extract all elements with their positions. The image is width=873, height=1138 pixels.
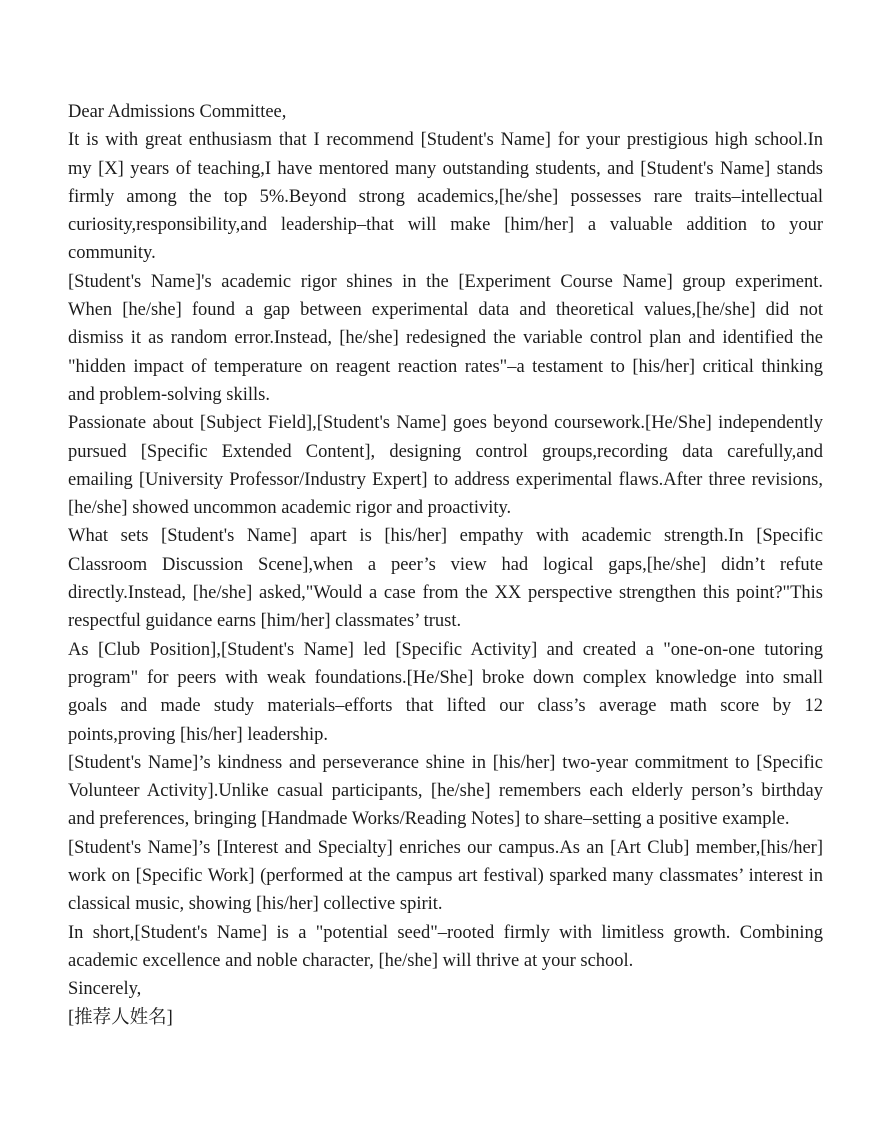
letter-line: program" for peers with weak foundations.[He/She] broke down complex knowledge into small — [68, 667, 823, 688]
letter-paragraph — [68, 126, 823, 267]
letter-line: goals and made study materials–efforts that lifted our class’s average math score by 12 — [68, 696, 823, 717]
signature: [推荐人姓名] — [68, 1007, 173, 1028]
letter-line: classical music, showing [his/her] collective spirit. — [68, 894, 443, 915]
letter-paragraph — [68, 749, 823, 834]
letter-line: [Student's Name]’s kindness and perseverance shine in [his/her] two-year commitment to [Specific — [68, 752, 823, 773]
letter-line: emailing [University Professor/Industry Expert] to address experimental flaws.After three revisions, — [68, 469, 823, 490]
letter-line: directly.Instead, [he/she] asked,"Would a case from the XX perspective strengthen this point?"This — [68, 583, 823, 604]
letter-line: dismiss it as random error.Instead, [he/she] redesigned the variable control plan and identified the — [68, 328, 823, 349]
letter-line: Classroom Discussion Scene],when a peer’s view had logical gaps,[he/she] didn’t refute — [68, 554, 823, 575]
letter-paragraph — [68, 636, 823, 749]
letter-line: curiosity,responsibility,and leadership–that will make [him/her] a valuable addition to your — [68, 215, 823, 236]
letter-line: academic excellence and noble character, [he/she] will thrive at your school. — [68, 950, 634, 971]
letter-line: [Student's Name]'s academic rigor shines in the [Experiment Course Name] group experiment. — [68, 271, 823, 292]
closing: Sincerely, — [68, 979, 142, 1000]
letter-line: points,proving [his/her] leadership. — [68, 724, 328, 745]
letter-line: As [Club Position],[Student's Name] led [Specific Activity] and created a "one-on-one tutoring — [68, 639, 823, 660]
letter-paragraph — [68, 919, 823, 976]
salutation: Dear Admissions Committee, — [68, 102, 287, 122]
letter-paragraph — [68, 834, 823, 919]
letter-line: "hidden impact of temperature on reagent reaction rates"–a testament to [his/her] critical thinking — [68, 356, 823, 377]
letter-line: [he/she] showed uncommon academic rigor and proactivity. — [68, 498, 512, 519]
letter-line: It is with great enthusiasm that I recommend [Student's Name] for your prestigious high school.In — [68, 130, 823, 151]
letter-paragraph — [68, 409, 823, 522]
letter-line: respectful guidance earns [him/her] classmates’ trust. — [68, 611, 462, 632]
letter-line: When [he/she] found a gap between experimental data and theoretical values,[he/she] did not — [68, 300, 823, 321]
letter-paragraph — [68, 522, 823, 635]
letter-line: In short,[Student's Name] is a "potential seed"–rooted firmly with limitless growth. Combining — [68, 922, 823, 943]
letter-line: work on [Specific Work] (performed at the campus art festival) sparked many classmates’ interest in — [68, 866, 823, 887]
letter-line: and problem-solving skills. — [68, 384, 270, 405]
letter-line: and preferences, bringing [Handmade Works/Reading Notes] to share–setting a positive example. — [68, 809, 790, 830]
letter-line: What sets [Student's Name] apart is [his/her] empathy with academic strength.In [Specific — [68, 526, 823, 547]
letter-line: Volunteer Activity].Unlike casual participants, [he/she] remembers each elderly person’s birthday — [68, 781, 823, 802]
letter-line: Passionate about [Subject Field],[Student's Name] goes beyond coursework.[He/She] independently — [68, 413, 823, 434]
letter-line: community. — [68, 243, 156, 264]
letter-line: pursued [Specific Extended Content], designing control groups,recording data carefully,and — [68, 441, 823, 462]
letter-line: my [X] years of teaching,I have mentored many outstanding students, and [Student's Name] stands — [68, 158, 823, 179]
letter-body — [68, 126, 823, 975]
letter-paragraph — [68, 268, 823, 409]
letter-line: firmly among the top 5%.Beyond strong academics,[he/she] possesses rare traits–intellectual — [68, 186, 823, 207]
letter-line: [Student's Name]’s [Interest and Specialty] enriches our campus.As an [Art Club] member,[his/her] — [68, 837, 823, 858]
